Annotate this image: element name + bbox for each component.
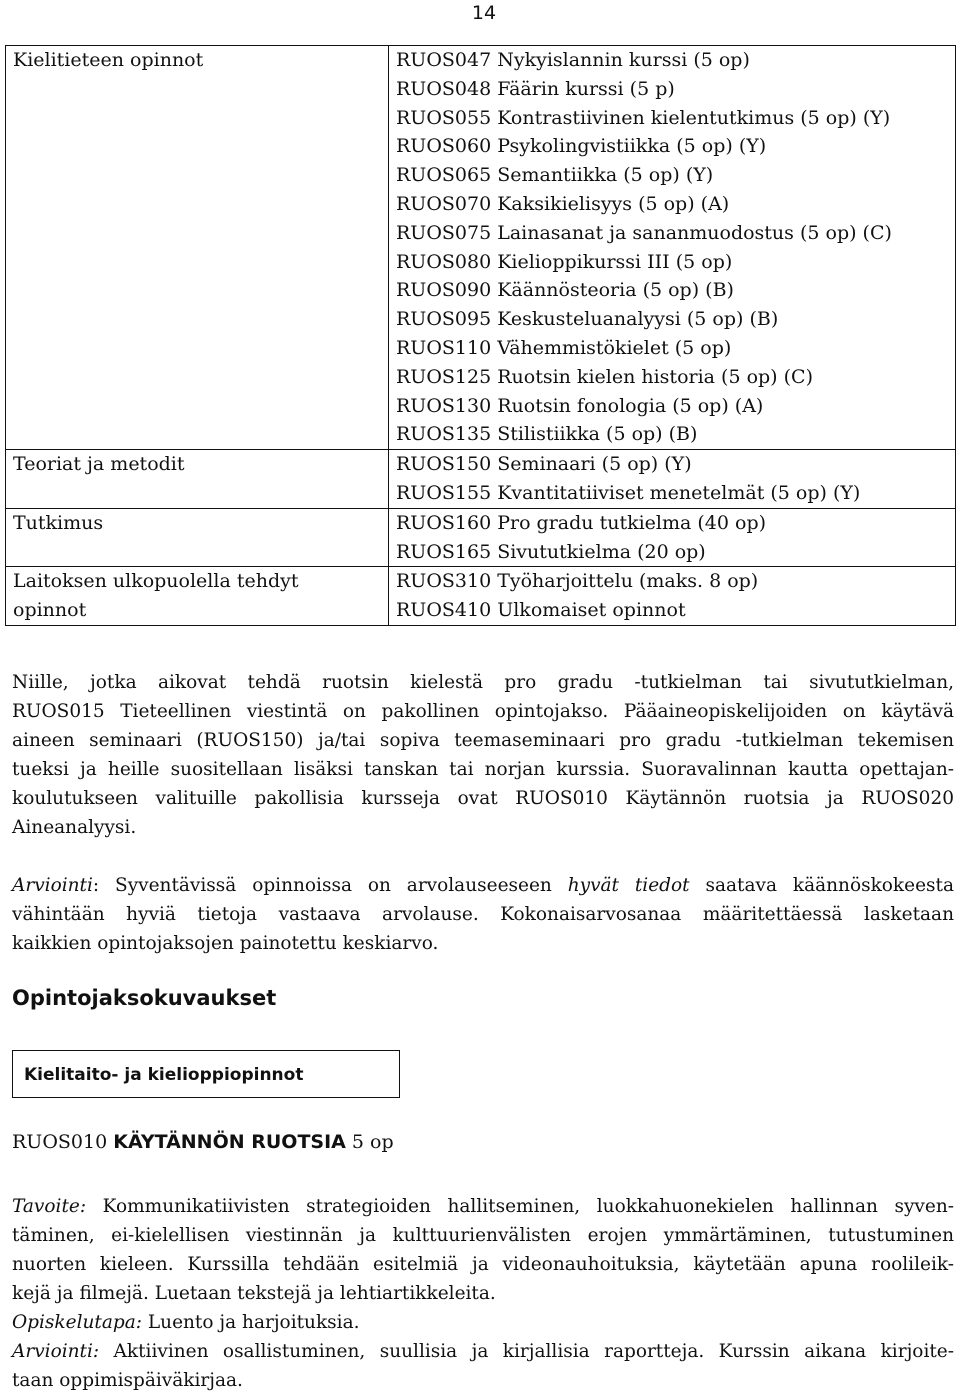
courses-cell xyxy=(389,450,956,509)
goal-line-3: nuorten kieleen. Kurssilla tehdään esitelmiä ja videonauhoituksia, käytetään apuna roolileik- xyxy=(12,1254,954,1275)
course-list-item: RUOS090 Käännösteoria (5 op) (B) xyxy=(396,279,734,302)
assessment-emphasis: hyvät tiedot xyxy=(567,875,690,896)
course-assessment-line-2: taan oppimispäiväkirjaa. xyxy=(12,1370,243,1391)
course-list-item: RUOS130 Ruotsin fonologia (5 op) (A) xyxy=(396,394,764,417)
course-assessment-text-1: Aktiivinen osallistuminen, suullisia ja kirjallisia raportteja. Kurssin aikana kirjoite- xyxy=(99,1341,954,1362)
assessment-line-2: vähintään hyviä tietoja vastaava arvolause. Kokonaisarvosanaa määritettäessä lasketaan xyxy=(12,904,954,925)
category-label: Kielitieteen opinnot xyxy=(13,49,204,71)
category-label: Laitoksen ulkopuolella tehdyt xyxy=(13,570,299,593)
courses-cell xyxy=(389,567,956,626)
table-row xyxy=(6,450,956,509)
course-assessment-line-1 xyxy=(12,1337,954,1366)
intro-line: RUOS015 Tieteellinen viestintä on pakollinen opintojakso. Pääaineopiskelijoiden on käytävä xyxy=(12,701,954,722)
course-list-item: RUOS410 Ulkomaiset opinnot xyxy=(396,599,686,622)
course-list-item: RUOS060 Psykolingvistiikka (5 op) (Y) xyxy=(396,135,767,158)
intro-paragraph xyxy=(12,668,954,842)
course-list-item: RUOS080 Kielioppikurssi III (5 op) xyxy=(396,250,733,273)
goal-label: Tavoite: xyxy=(12,1196,87,1217)
course-list-item: RUOS150 Seminaari (5 op) (Y) xyxy=(396,453,692,476)
page-number: 14 xyxy=(471,2,497,24)
course-credits: 5 op xyxy=(345,1131,394,1153)
category-cell xyxy=(6,567,389,626)
intro-line: tueksi ja heille suositellaan lisäksi tanskan tai norjan kurssia. Suoravalinnan kautta opettajan- xyxy=(12,759,954,780)
course-table xyxy=(5,45,956,626)
method-label: Opiskelutapa: xyxy=(12,1312,142,1333)
assessment-text-b: saatava käännöskokeesta xyxy=(689,875,954,896)
assessment-text-a: : Syventävissä opinnoissa on arvolauseeseen xyxy=(92,875,568,896)
course-list-item: RUOS110 Vähemmistökielet (5 op) xyxy=(396,336,732,359)
course-table-body xyxy=(6,46,956,626)
goal-line-1 xyxy=(12,1192,954,1221)
intro-line: Niille, jotka aikovat tehdä ruotsin kielestä pro gradu -tutkielman tai sivututkielman, xyxy=(12,672,954,693)
courses-cell xyxy=(389,508,956,567)
course-list-item: RUOS135 Stilistiikka (5 op) (B) xyxy=(396,423,698,446)
table-row xyxy=(6,46,956,450)
course-list-item: RUOS155 Kvantitatiiviset menetelmät (5 op) (Y) xyxy=(396,481,861,504)
course-description xyxy=(12,1192,954,1395)
table-row xyxy=(6,567,956,626)
assessment-line-3: kaikkien opintojaksojen painotettu keskiarvo. xyxy=(12,933,439,954)
course-list-item: RUOS160 Pro gradu tutkielma (40 op) xyxy=(396,511,767,534)
course-list-item: RUOS165 Sivututkielma (20 op) xyxy=(396,540,706,563)
course-list-item: RUOS095 Keskusteluanalyysi (5 op) (B) xyxy=(396,308,779,331)
courses-cell xyxy=(389,46,956,450)
course-list-item: RUOS065 Semantiikka (5 op) (Y) xyxy=(396,164,714,187)
course-list-item: RUOS125 Ruotsin kielen historia (5 op) (C) xyxy=(396,365,813,388)
goal-text-1: Kommunikatiivisten strategioiden hallitseminen, luokkahuonekielen hallinnan syven- xyxy=(86,1196,954,1217)
assessment-paragraph xyxy=(12,871,954,958)
course-name: KÄYTÄNNÖN RUOTSIA xyxy=(113,1131,346,1153)
category-cell xyxy=(6,508,389,567)
course-list-item: RUOS047 Nykyislannin kurssi (5 op) xyxy=(396,49,750,71)
goal-line-4: kejä ja filmejä. Luetaan tekstejä ja lehtiartikkeleita. xyxy=(12,1283,496,1304)
intro-line: aineen seminaari (RUOS150) ja/tai sopiva teemaseminaari pro gradu -tutkielman tekemisen xyxy=(12,730,954,751)
intro-line: koulutukseen valituille pakollisia kursseja ovat RUOS010 Käytännön ruotsia ja RUOS020 xyxy=(12,788,954,809)
course-list-item: RUOS070 Kaksikielisyys (5 op) (A) xyxy=(396,192,730,215)
method-line xyxy=(12,1308,954,1337)
course-list-item: RUOS055 Kontrastiivinen kielentutkimus (5 op) (Y) xyxy=(396,106,891,129)
course-code: RUOS010 xyxy=(12,1131,114,1153)
table-row xyxy=(6,508,956,567)
assessment-line-1 xyxy=(12,871,954,900)
course-list-item: RUOS310 Työharjoittelu (maks. 8 op) xyxy=(396,570,759,593)
category-label: Tutkimus xyxy=(13,511,104,534)
intro-line: Aineanalyysi. xyxy=(12,817,137,838)
category-label: Teoriat ja metodit xyxy=(13,453,185,476)
course-assessment-label: Arviointi: xyxy=(12,1341,100,1362)
category-cell xyxy=(6,46,389,450)
assessment-label: Arviointi xyxy=(12,875,93,896)
section-heading: Opintojaksokuvaukset xyxy=(12,986,277,1010)
course-list-item: RUOS048 Fäärin kurssi (5 p) xyxy=(396,77,675,100)
course-list-item: RUOS075 Lainasanat ja sananmuodostus (5 op) (C) xyxy=(396,221,892,244)
method-text: Luento ja harjoituksia. xyxy=(141,1312,360,1333)
category-label: opinnot xyxy=(13,599,87,622)
course-title xyxy=(12,1131,394,1153)
category-cell xyxy=(6,450,389,509)
goal-line-2: täminen, ei-kielellisen viestinnän ja kulttuurienvälisten erojen ymmärtäminen, tutustuminen xyxy=(12,1225,954,1246)
boxed-heading: Kielitaito- ja kielioppiopinnot xyxy=(12,1050,400,1098)
